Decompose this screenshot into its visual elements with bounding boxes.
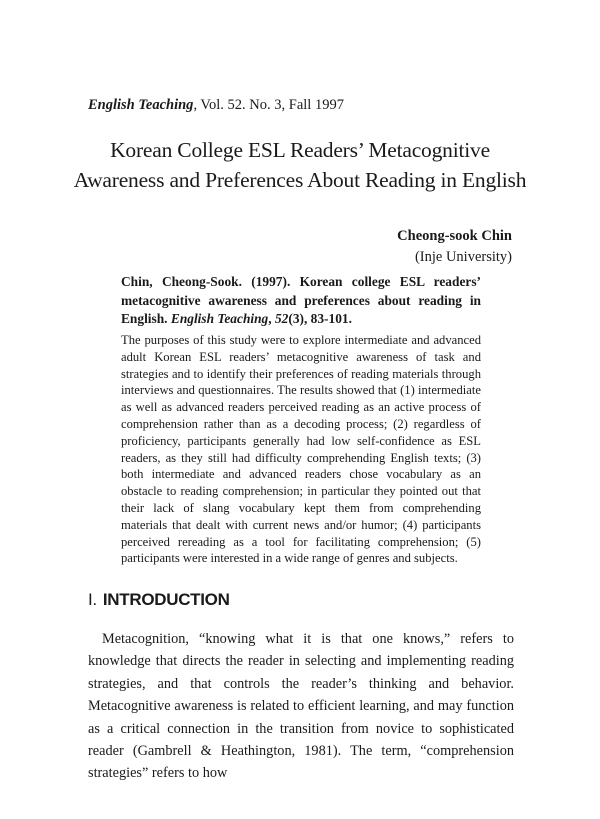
section-numeral: I. bbox=[88, 590, 97, 609]
citation-pages: (3), 83-101. bbox=[288, 311, 352, 326]
paper-title bbox=[40, 135, 560, 195]
title-line-1: Korean College ESL Readers’ Metacognitive bbox=[110, 138, 490, 162]
author-name: Cheong-sook Chin bbox=[397, 228, 512, 244]
body-paragraph-text: Metacognition, “knowing what it is that one knows,” refers to knowledge that directs the reader in selecting and implementing reading strategies, and that controls the reader’s thinking and behavior. Metacognitive awareness is related to efficient learning, and may function as a critical connection in the transition from novice to sophisticated reader (Gambrell & Heathington, 1981). The term, “comprehension strategies” refers to how bbox=[88, 631, 514, 782]
section-heading bbox=[88, 590, 230, 610]
section-title: INTRODUCTION bbox=[102, 590, 230, 609]
citation: Chin, Cheong-Sook. (1997). Korean college ESL readers’ metacognitive awareness and preferences about reading in English. English Teaching, 52(3), 83-101. bbox=[121, 274, 481, 326]
abstract: The purposes of this study were to explore intermediate and advanced adult Korean ESL readers’ metacognitive awareness of task and strategies and to identify their preferences of reading materials through interviews and questionnaires. The results showed that (1) intermediate as well as advanced readers perceived reading as an active process of comprehension rather than as a decoding process; (2) regardless of proficiency, participants generally had low self-confidence as ESL readers, as they still had difficulty comprehending English texts; (3) both intermediate and advanced readers chose vocabulary as an obstacle to reading comprehension; in particular they pointed out that their lack of slang vocabulary kept them from comprehending materials that dealt with current news and/or humor; (4) participants perceived rereading as a tool for facilitating comprehension; (5) participants were interested in a wide range of genres and subjects. bbox=[121, 333, 481, 566]
journal-name: English Teaching bbox=[88, 97, 194, 113]
journal-issue: , Vol. 52. No. 3, Fall 1997 bbox=[193, 97, 344, 113]
citation-volume: 52 bbox=[274, 311, 289, 326]
body-paragraph bbox=[88, 628, 514, 785]
citation-journal: English Teaching bbox=[170, 311, 269, 326]
author-affiliation: (Inje University) bbox=[414, 249, 512, 265]
journal-header bbox=[88, 97, 344, 114]
citation-text: Chin, Cheong-Sook. (1997). Korean college ESL readers’ metacognitive awareness and preferences about reading in English. bbox=[121, 274, 481, 326]
title-line-2: Awareness and Preferences About Reading in English bbox=[73, 168, 527, 192]
author-block bbox=[397, 226, 512, 268]
